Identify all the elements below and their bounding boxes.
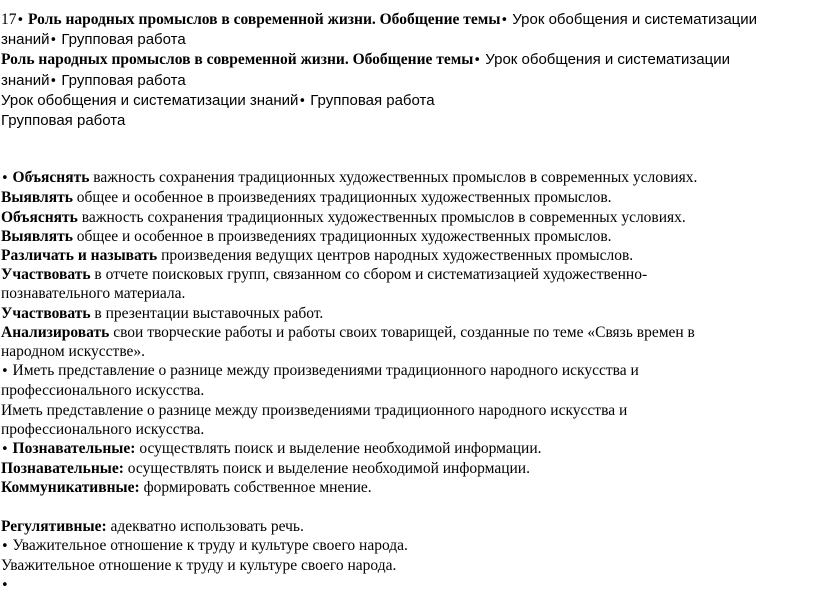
text-span: Познавательные: bbox=[8, 440, 136, 458]
body-line-14 bbox=[1, 420, 813, 439]
bullet-icon: • bbox=[500, 13, 509, 28]
work-form: Групповая работа bbox=[57, 31, 186, 49]
body-line-11 bbox=[1, 361, 813, 381]
text-span: Групповая работа bbox=[57, 71, 186, 89]
bullet-icon: • bbox=[16, 13, 25, 28]
text-span: осуществлять поиск и выделение необходимой информации. bbox=[135, 440, 542, 458]
lesson-type: Урок обобщения и систематизации bbox=[508, 11, 758, 28]
body-line-7 bbox=[1, 284, 813, 303]
text-span: познавательного материала. bbox=[1, 285, 186, 303]
bullet-icon: • bbox=[1, 364, 9, 380]
text-span: Участвовать bbox=[1, 304, 91, 322]
lesson-type-cont: знаний bbox=[1, 31, 50, 49]
text-span: Коммуникативные: bbox=[1, 479, 140, 497]
text-span: Объяснять bbox=[12, 169, 90, 187]
text-span: Регулятивные: bbox=[1, 517, 107, 535]
header-line-5 bbox=[1, 91, 813, 111]
body-line-2 bbox=[1, 188, 813, 207]
header-line-2 bbox=[1, 30, 813, 50]
text-span: Иметь представление о разнице между произведениями традиционного народного искусства и bbox=[1, 401, 628, 419]
text-span: Познавательные: bbox=[1, 460, 124, 478]
body-line-13 bbox=[1, 401, 813, 420]
bullet-icon: • bbox=[49, 33, 58, 49]
body-line-17 bbox=[1, 478, 813, 497]
text-span: народном искусстве». bbox=[1, 343, 146, 361]
text-span: Объяснять bbox=[1, 208, 78, 226]
body-line-21 bbox=[1, 575, 813, 595]
text-span: Групповая работа bbox=[1, 112, 126, 130]
text-span: в презентации выставочных работ. bbox=[90, 304, 324, 322]
lesson-topic-repeat: Роль народных промыслов в современной жизни. Обобщение темы bbox=[1, 51, 474, 69]
body-line-15 bbox=[1, 439, 813, 459]
bullet-icon: • bbox=[1, 578, 9, 594]
text-span: важность сохранения традиционных художественных промыслов в современных условиях. bbox=[89, 169, 698, 187]
text-span: профессионального искусства. bbox=[1, 382, 205, 400]
body-line-16 bbox=[1, 459, 813, 478]
text-span: адекватно использовать речь. bbox=[106, 517, 304, 535]
body-line-12 bbox=[1, 381, 813, 400]
lesson-type-repeat: Урок обобщения и систематизации bbox=[481, 51, 730, 69]
body-line-9 bbox=[1, 323, 813, 342]
spacer bbox=[1, 130, 813, 168]
header-line-4 bbox=[1, 71, 813, 91]
text-span: Выявлять bbox=[1, 227, 73, 245]
document-page bbox=[1, 10, 813, 595]
text-span: формировать собственное мнение. bbox=[139, 479, 372, 497]
text-span: Уважительное отношение к труду и культуре своего народа. bbox=[8, 536, 408, 554]
text-span: общее и особенное в произведениях традиционных художественных промыслов. bbox=[72, 227, 612, 245]
header-line-3 bbox=[1, 50, 813, 70]
bullet-icon: • bbox=[1, 442, 9, 458]
text-span: Уважительное отношение к труду и культуре своего народа. bbox=[1, 557, 397, 575]
header-line-1 bbox=[1, 10, 813, 30]
body-line-1 bbox=[1, 168, 813, 188]
text-span: общее и особенное в произведениях традиционных художественных промыслов. bbox=[72, 189, 612, 207]
text-span: свои творческие работы и работы своих товарищей, созданные по теме «Связь времен в bbox=[109, 323, 695, 341]
body-line-6 bbox=[1, 265, 813, 284]
bullet-icon: • bbox=[49, 73, 58, 89]
spacer bbox=[1, 498, 813, 517]
text-span: Участвовать bbox=[1, 266, 91, 284]
text-span: знаний bbox=[1, 71, 50, 89]
body-line-5 bbox=[1, 246, 813, 265]
body-line-8 bbox=[1, 304, 813, 323]
text-span: Различать и называть bbox=[1, 247, 158, 265]
bullet-icon: • bbox=[1, 171, 9, 187]
text-span: произведения ведущих центров народных художественных промыслов. bbox=[157, 247, 634, 265]
text-span: Групповая работа bbox=[306, 91, 435, 109]
body-line-20 bbox=[1, 556, 813, 575]
text-span: профессионального искусства. bbox=[1, 420, 205, 438]
body-line-19 bbox=[1, 536, 813, 556]
text-span: Иметь представление о разнице между произведениями традиционного народного искусства и bbox=[8, 362, 639, 380]
text-span: осуществлять поиск и выделение необходимой информации. bbox=[123, 460, 530, 478]
lesson-topic: Роль народных промыслов в современной жизни. Обобщение темы bbox=[28, 11, 501, 28]
body-line-18 bbox=[1, 517, 813, 536]
bullet-icon: • bbox=[298, 93, 307, 109]
text-span: Урок обобщения и систематизации знаний bbox=[1, 91, 299, 109]
header-line-6 bbox=[1, 111, 813, 130]
body-line-3 bbox=[1, 208, 813, 227]
text-span: важность сохранения традиционных художественных промыслов в современных условиях. bbox=[77, 208, 686, 226]
body-line-4 bbox=[1, 227, 813, 246]
text-span: Выявлять bbox=[1, 189, 73, 207]
bullet-icon: • bbox=[473, 53, 482, 69]
body-line-10 bbox=[1, 342, 813, 361]
text-span: в отчете поисковых групп, связанном со сбором и систематизацией художественно- bbox=[90, 266, 648, 284]
bullet-icon: • bbox=[1, 538, 9, 554]
text-span: Анализировать bbox=[1, 323, 110, 341]
lesson-number: 17 bbox=[1, 11, 17, 28]
